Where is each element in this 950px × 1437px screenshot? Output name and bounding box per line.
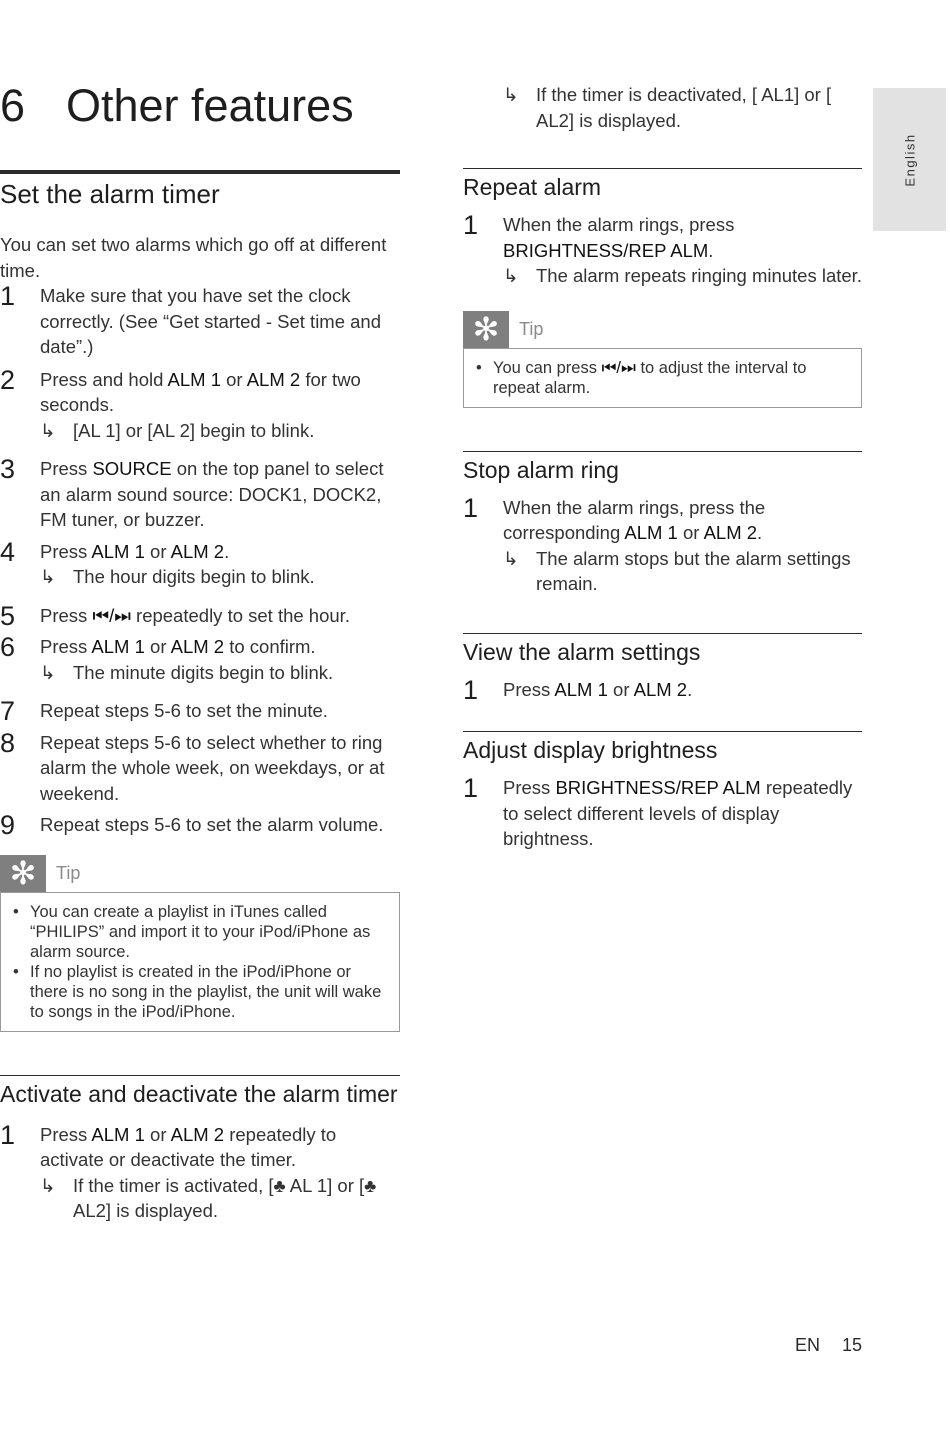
section-rule bbox=[0, 1075, 400, 1076]
set-alarm-step-7 bbox=[0, 698, 400, 724]
step-number: 1 bbox=[0, 1119, 16, 1150]
section-title-stop: Stop alarm ring bbox=[463, 456, 619, 483]
section-rule bbox=[463, 451, 862, 452]
tip-item: • You can press ⏮/⏭ to adjust the interval to repeat alarm. bbox=[476, 358, 807, 397]
section-title-activate: Activate and deactivate the alarm timer bbox=[0, 1080, 398, 1107]
alm1-key: ALM 1 bbox=[554, 678, 608, 700]
left-column bbox=[0, 80, 400, 1224]
step-text: Repeat steps 5-6 to set the minute. bbox=[40, 700, 328, 721]
alm1-key: ALM 1 bbox=[91, 636, 145, 657]
result-arrow-icon: ↳ bbox=[40, 566, 56, 587]
language-tab bbox=[873, 88, 946, 231]
alm2-key: ALM 2 bbox=[170, 1123, 225, 1145]
page-number: 15 bbox=[841, 1335, 862, 1355]
alm1-key: ALM 1 bbox=[91, 1123, 145, 1145]
section-title-brightness: Adjust display brightness bbox=[463, 737, 718, 763]
alm1-key: ALM 1 bbox=[91, 540, 145, 562]
result-arrow-icon: ↳ bbox=[40, 661, 56, 683]
view-step-1: 1 Press ALM 1 or ALM 2. bbox=[463, 674, 693, 705]
step-result: ↳ The alarm repeats ringing minutes later. bbox=[503, 263, 862, 289]
step-result: ↳ The hour digits begin to blink. bbox=[40, 564, 400, 590]
step-number: 6 bbox=[0, 632, 16, 662]
tip-icon: ✻ bbox=[463, 311, 509, 348]
section-rule bbox=[463, 168, 862, 169]
step-text: Repeat steps 5-6 to set the alarm volume. bbox=[40, 814, 384, 835]
bell-icon: ♣ bbox=[273, 1174, 286, 1196]
tip-content bbox=[0, 892, 400, 1032]
step-result: ↳ The alarm stops but the alarm settings remain. bbox=[503, 547, 851, 594]
step-number: 1 bbox=[463, 674, 479, 705]
result-arrow-icon: ↳ bbox=[503, 547, 519, 569]
page-footer bbox=[795, 1335, 862, 1356]
step-result: ↳ If the timer is deactivated, [ AL1] or [ AL2] is displayed. bbox=[503, 84, 832, 131]
bullet-icon: • bbox=[476, 358, 482, 377]
step-number: 1 bbox=[463, 773, 479, 803]
repeat-step-1: 1 When the alarm rings, press BRIGHTNESS/REP ALM. ↳ The alarm repeats ringing minutes later. bbox=[463, 212, 862, 289]
set-alarm-step-2: 2 Press and hold ALM 1 or ALM 2 for two seconds. ↳ [AL 1] or [AL 2] begin to blink. bbox=[0, 367, 400, 444]
alm1-key: ALM 1 bbox=[624, 522, 678, 543]
tip-header bbox=[463, 311, 862, 348]
section-rule bbox=[463, 731, 862, 732]
chapter-number: 6 bbox=[0, 80, 26, 131]
stop-step-1: 1 When the alarm rings, press the corresponding ALM 1 or ALM 2. ↳ The alarm stops but the alarm settings remain. bbox=[463, 495, 862, 597]
brightness-rep-alm-key: BRIGHTNESS/REP ALM bbox=[555, 777, 761, 798]
step-number: 8 bbox=[0, 727, 16, 758]
footer-language: EN bbox=[794, 1335, 820, 1355]
alm2-key: ALM 2 bbox=[170, 636, 225, 657]
activate-step-1: 1 Press ALM 1 or ALM 2 repeatedly to activate or deactivate the timer. ↳ If the timer is activated, [♣ AL 1] or [♣ AL2] is displayed. bbox=[0, 1122, 400, 1224]
source-key: SOURCE bbox=[92, 458, 172, 479]
step-number: 2 bbox=[0, 364, 16, 395]
alm2-key: ALM 2 bbox=[170, 540, 225, 562]
set-alarm-step-8 bbox=[0, 727, 400, 807]
tip-box-repeat bbox=[463, 311, 862, 408]
step-number: 1 bbox=[463, 492, 479, 523]
step-result: ↳ If the timer is activated, [♣ AL 1] or [♣ AL2] is displayed. bbox=[40, 1174, 377, 1221]
tip-item: • You can create a playlist in iTunes called “PHILIPS” and import it to your iPod/iPhone as alarm source. bbox=[13, 902, 371, 961]
language-tab-label: English bbox=[902, 132, 917, 187]
result-arrow-icon: ↳ bbox=[503, 265, 519, 286]
section-title-set-alarm: Set the alarm timer bbox=[0, 179, 220, 209]
chapter-title-text: Other features bbox=[66, 80, 354, 131]
prev-next-icon: ⏮/⏭ bbox=[92, 604, 131, 626]
tip-header bbox=[0, 855, 400, 892]
alm2-key: ALM 2 bbox=[246, 368, 301, 390]
alm2-key: ALM 2 bbox=[633, 678, 688, 700]
alm2-key: ALM 2 bbox=[703, 522, 758, 543]
set-alarm-step-9 bbox=[0, 812, 400, 838]
right-column bbox=[463, 82, 862, 852]
step-number: 1 bbox=[0, 281, 16, 311]
set-alarm-step-3: 3 Press SOURCE on the top panel to select an alarm sound source: DOCK1, DOCK2, FM tuner, or buzzer. bbox=[0, 454, 384, 530]
chapter-rule bbox=[0, 170, 400, 174]
result-arrow-icon: ↳ bbox=[40, 419, 56, 441]
set-alarm-step-1 bbox=[0, 283, 400, 360]
chapter-title bbox=[0, 80, 400, 132]
tip-icon: ✻ bbox=[0, 855, 46, 892]
section-rule bbox=[463, 633, 862, 634]
tip-label: Tip bbox=[56, 862, 81, 883]
result-arrow-icon: ↳ bbox=[40, 1174, 56, 1196]
prev-next-icon: ⏮/⏭ bbox=[601, 358, 636, 377]
result-arrow-icon: ↳ bbox=[503, 84, 519, 105]
step-number: 1 bbox=[463, 210, 479, 240]
step-number: 7 bbox=[0, 696, 16, 726]
step-text: Repeat steps 5-6 to select whether to ring alarm the whole week, on weekdays, or at weekend. bbox=[40, 731, 385, 804]
brightness-rep-alm-key: BRIGHTNESS/REP ALM bbox=[503, 239, 709, 261]
tip-label: Tip bbox=[519, 318, 544, 339]
step-number: 4 bbox=[0, 536, 16, 567]
tip-content bbox=[463, 348, 862, 408]
section-title-view: View the alarm settings bbox=[463, 638, 701, 665]
section-title-repeat: Repeat alarm bbox=[463, 174, 602, 200]
activate-step-1-continued bbox=[463, 82, 862, 133]
set-alarm-intro: You can set two alarms which go off at different time. bbox=[0, 234, 387, 281]
step-result: ↳ [AL 1] or [AL 2] begin to blink. bbox=[40, 418, 400, 444]
bullet-icon: • bbox=[13, 902, 19, 921]
step-text: Make sure that you have set the clock correctly. (See “Get started - Set time and date”.) bbox=[40, 285, 382, 357]
set-alarm-step-4: 4 Press ALM 1 or ALM 2. ↳ The hour digits begin to blink. bbox=[0, 539, 400, 590]
set-alarm-step-6: 6 Press ALM 1 or ALM 2 to confirm. ↳ The minute digits begin to blink. bbox=[0, 634, 400, 685]
bullet-icon: • bbox=[13, 962, 19, 981]
step-number: 3 bbox=[0, 454, 16, 484]
alm1-key: ALM 1 bbox=[167, 368, 221, 390]
step-result: ↳ The minute digits begin to blink. bbox=[40, 660, 400, 686]
brightness-step-1: 1 Press BRIGHTNESS/REP ALM repeatedly to select different levels of display brightness. bbox=[463, 773, 853, 849]
tip-box-set-alarm bbox=[0, 855, 400, 1032]
bell-icon: ♣ bbox=[364, 1174, 377, 1196]
set-alarm-step-5: 5 Press ⏮/⏭ repeatedly to set the hour. bbox=[0, 600, 350, 631]
step-number: 5 bbox=[0, 600, 16, 631]
step-number: 9 bbox=[0, 810, 16, 840]
tip-item: • If no playlist is created in the iPod/iPhone or there is no song in the playlist, the unit will wake to songs in the iPod/iPhone. bbox=[13, 962, 382, 1021]
